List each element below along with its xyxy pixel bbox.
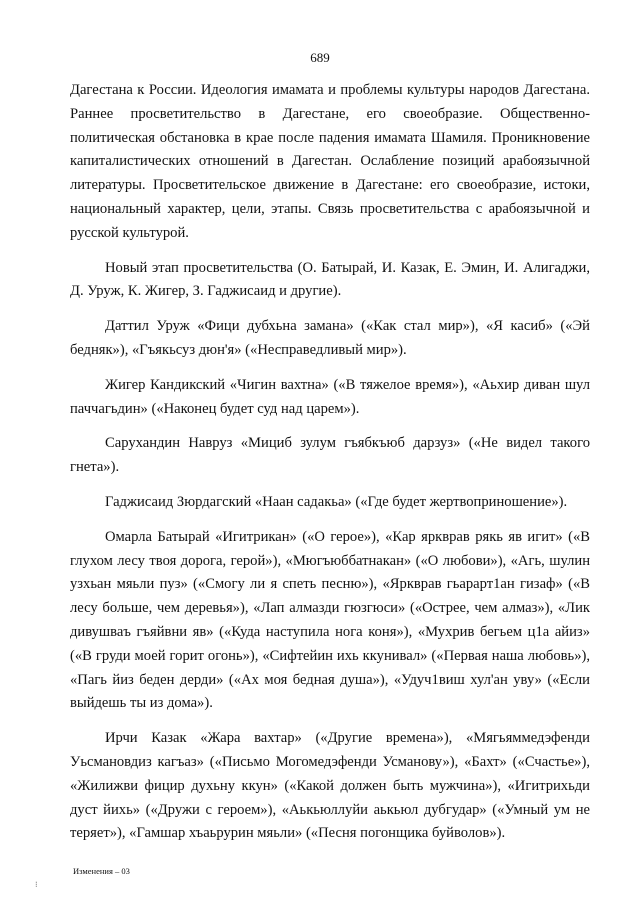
paragraph-1: Дагестана к России. Идеология имамата и проблемы культуры народов Дагестана. Раннее просветительство в Дагестане, его своеобразие. Общественно-политическая обстановка в крае после падения имамата Шамиля. Проникновение капиталистических отношений в Дагестан. Ослабление позиций арабоязычной литературы. Просветительское движение в Дагестане: его своеобразие, истоки, национальный характер, цели, этапы. Связь просветительства с арабоязычной и русской культурой. (70, 82, 590, 241)
paragraph-6: Гаджисаид Зюрдагский «Наан садакьа» («Где будет жертвоприношение»). (105, 493, 568, 510)
paragraph-5: Сарухандин Навруз «Мициб зулум гъябкъюб дарзуз» («Не видел такого гнета»). (70, 435, 590, 476)
page-number: 689 (310, 50, 330, 65)
paragraph-4: Жигер Кандикский «Чигин вахтна» («В тяжелое время»), «Аьхир диван шул паччагьдин» («Наконец будет суд над царем»). (70, 376, 590, 417)
paragraph-2: Новый этап просветительства (О. Батырай, И. Казак, Е. Эмин, И. Алигаджи, Д. Уруж, К. Жигер, З. Гаджисаид и другие). (70, 259, 590, 300)
revision-footer: Изменения – 03 (73, 866, 130, 876)
paragraph-3: Даттил Уруж «Фици дубхьна замана» («Как стал мир»), «Я касиб» («Эй бедняк»), «Гъякьсуз дюн'я» («Несправедливый мир»). (70, 318, 590, 358)
body-text (70, 79, 590, 846)
margin-mark: ⁝ (35, 880, 38, 889)
paragraph-8: Ирчи Казак «Жара вахтар» («Другие времена»), «Мягьяммедэфенди Уьсмановдиз кагъаз» («Письмо Могомедэфенди Усманову»), «Бахт» («Счастье»), «Жилижви фицир духьну ккун» («Какой должен быть мужчина»), «Игитрихьди дуст йихь» («Дружи с героем»), «Аькьюллуйи аькьюл дубгудар» («Умный ум не теряет»), «Гамшар хъаьрурин мяьли» («Песня погонщика буйволов»). (70, 730, 590, 842)
paragraph-7: Омарла Батырай «Игитрикан» («О герое»), «Кар яркврав рякь яв игит» («В глухом лесу твоя дорога, герой»), «Мюгъюббатнакан» («О любови»), «Агь, шулин узхьан мяьли пуз» («Смогу ли я спеть песню»), «Яркврав гьарарт1ан гизаф» («В лесу больше, чем деревья»), «Лап алмазди гюзгюси» («Острее, чем алмаз»), «Лик дивушваъ гъяйвни яв» («Куда наступила нога коня»), «Мухрив бегьем ц1а айиз» («В груди моей горит огонь»), «Сифтейин ихь ккунивал» («Первая наша любовь»), «Пагь йиз беден дерди» («Ах моя бедная душа»), «Удуч1виш хул'ан уву» («Если выйдешь ты из дома»). (70, 528, 590, 712)
